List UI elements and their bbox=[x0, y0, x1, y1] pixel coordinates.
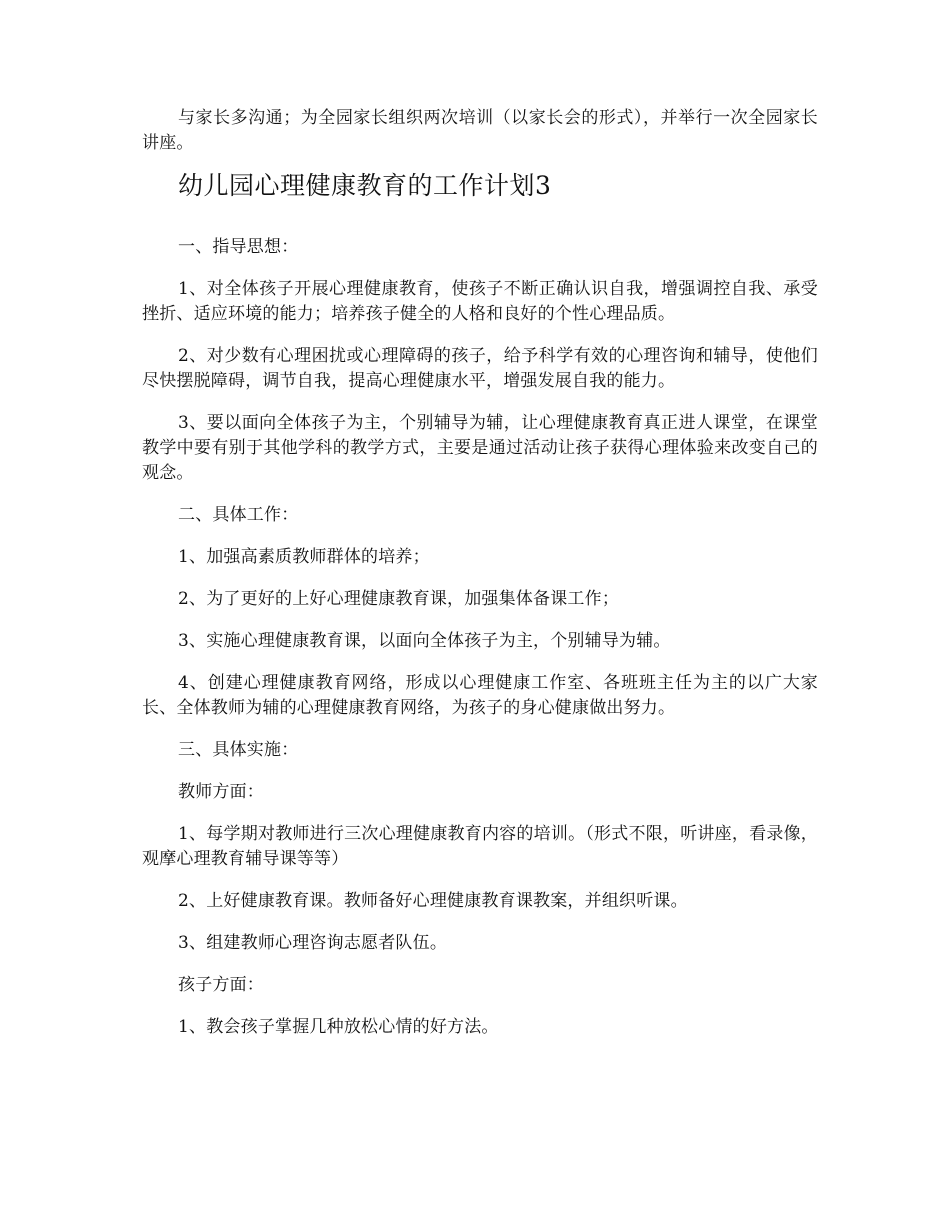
paragraph-children-1: 1、教会孩子掌握几种放松心情的好方法。 bbox=[178, 1017, 499, 1037]
paragraph-teachers-3: 3、组建教师心理咨询志愿者队伍。 bbox=[178, 933, 448, 953]
subheading-teachers: 教师方面： bbox=[178, 782, 264, 802]
paragraph-teachers-2: 2、上好健康教育课。教师备好心理健康教育课教案，并组织听课。 bbox=[178, 891, 688, 911]
paragraph-work-3: 3、实施心理健康教育课，以面向全体孩子为主，个别辅导为辅。 bbox=[178, 631, 671, 651]
paragraph-guiding-2: 2、对少数有心理困扰或心理障碍的孩子，给予科学有效的心理咨询和辅导，使他们尽快摆脱障碍，调节自我，提高心理健康水平，增强发展自我的能力。 bbox=[142, 346, 818, 391]
paragraph-teachers-1: 1、每学期对教师进行三次心理健康教育内容的培训。（形式不限，听讲座，看录像，观摩心理教育辅导课等等） bbox=[142, 824, 818, 869]
paragraph-work-4: 4、创建心理健康教育网络，形成以心理健康工作室、各班班主任为主的以广大家长、全体教师为辅的心理健康教育网络，为孩子的身心健康做出努力。 bbox=[142, 673, 818, 718]
document-page bbox=[142, 106, 818, 1040]
section-title: 幼儿园心理健康教育的工作计划3 bbox=[178, 171, 552, 200]
heading-guiding-thought: 一、指导思想： bbox=[178, 237, 299, 257]
heading-implementation: 三、具体实施： bbox=[178, 740, 299, 760]
intro-paragraph: 与家长多沟通；为全园家长组织两次培训（以家长会的形式），并举行一次全园家长讲座。 bbox=[142, 108, 818, 153]
heading-specific-work: 二、具体工作： bbox=[178, 505, 299, 525]
paragraph-guiding-3: 3、要以面向全体孩子为主，个别辅导为辅，让心理健康教育真正进人课堂，在课堂教学中要有别于其他学科的教学方式，主要是通过活动让孩子获得心理体验来改变自己的观念。 bbox=[142, 413, 818, 483]
paragraph-work-1: 1、加强高素质教师群体的培养； bbox=[178, 547, 430, 567]
paragraph-work-2: 2、为了更好的上好心理健康教育课，加强集体备课工作； bbox=[178, 589, 620, 609]
subheading-children: 孩子方面： bbox=[178, 975, 264, 995]
paragraph-guiding-1: 1、对全体孩子开展心理健康教育，使孩子不断正确认识自我，增强调控自我、承受挫折、适应环境的能力；培养孩子健全的人格和良好的个性心理品质。 bbox=[142, 279, 818, 324]
